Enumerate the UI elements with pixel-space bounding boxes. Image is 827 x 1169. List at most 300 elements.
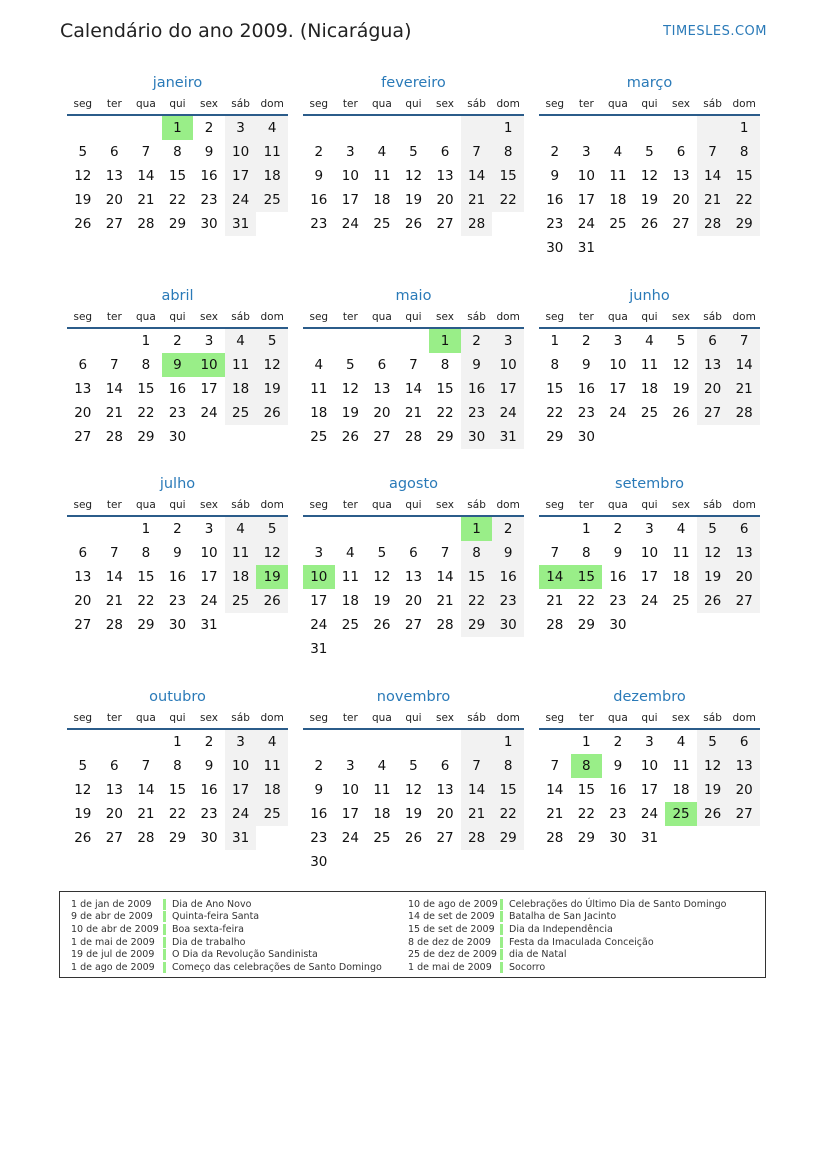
day-cell: 8	[571, 754, 603, 778]
day-cell: 22	[577, 593, 595, 609]
day-cell: 11	[225, 353, 257, 377]
day-cell: 22	[492, 188, 524, 212]
empty-day-cell	[335, 637, 367, 661]
day-cell: 30	[168, 617, 187, 633]
day-cell: 14	[546, 782, 564, 798]
day-cell: 26	[697, 589, 729, 613]
day-cell: 14	[697, 164, 729, 188]
day-cell: 22	[546, 405, 564, 421]
weekday-label: ter	[342, 311, 358, 323]
day-cell: 23	[546, 216, 564, 232]
day-cell: 30	[609, 617, 627, 633]
day-cell: 11	[225, 541, 257, 565]
day-cell: 4	[377, 144, 387, 160]
month-fevereiro	[303, 72, 524, 236]
day-cell: 12	[74, 168, 92, 184]
weekday-label: dom	[732, 311, 756, 323]
weekday-label: dom	[260, 712, 284, 724]
day-cell: 27	[728, 802, 760, 826]
month-name: junho	[629, 288, 670, 304]
empty-day-cell	[492, 212, 524, 236]
legend-color-bar	[500, 949, 503, 960]
day-cell: 19	[697, 778, 729, 802]
day-cell: 7	[110, 545, 119, 561]
weekday-label: sáb	[703, 311, 722, 323]
empty-day-cell	[366, 850, 398, 874]
legend-date: 1 de mai de 2009	[71, 936, 155, 948]
day-cell: 16	[310, 192, 328, 208]
day-cell: 22	[461, 589, 493, 613]
day-cell: 8	[582, 545, 591, 561]
day-cell: 13	[404, 569, 423, 585]
day-cell: 27	[373, 429, 391, 445]
month-name: setembro	[615, 476, 684, 492]
day-cell: 7	[461, 754, 493, 778]
day-cell: 20	[105, 192, 123, 208]
day-cell: 21	[461, 188, 493, 212]
day-cell: 25	[225, 401, 257, 425]
month-name: julho	[159, 476, 196, 492]
month-julho	[67, 473, 288, 637]
day-cell: 8	[461, 541, 493, 565]
empty-day-cell	[461, 730, 493, 754]
weekday-label: qui	[169, 98, 186, 110]
legend-date: 1 de jan de 2009	[71, 898, 152, 910]
day-cell: 23	[310, 830, 328, 846]
day-cell: 21	[728, 377, 760, 401]
day-cell: 7	[550, 545, 560, 561]
empty-day-cell	[665, 236, 697, 260]
empty-day-cell	[67, 329, 99, 353]
day-cell: 20	[373, 405, 391, 421]
empty-day-cell	[571, 116, 603, 140]
day-cell: 18	[672, 782, 690, 798]
legend-row	[71, 936, 382, 949]
empty-day-cell	[303, 329, 335, 353]
empty-day-cell	[492, 637, 524, 661]
brand-link[interactable]: TIMESLES.COM	[663, 24, 767, 39]
legend-date: 25 de dez de 2009	[408, 949, 497, 961]
day-cell: 22	[168, 806, 187, 822]
day-cell: 18	[225, 565, 257, 589]
weekday-header	[303, 708, 524, 730]
day-cell: 20	[672, 192, 690, 208]
day-grid	[67, 329, 288, 449]
day-cell: 27	[74, 429, 92, 445]
day-cell: 10	[640, 545, 659, 561]
empty-day-cell	[67, 116, 99, 140]
empty-day-cell	[429, 637, 461, 661]
day-cell: 25	[373, 216, 391, 232]
day-cell: 29	[577, 617, 595, 633]
day-cell: 9	[204, 758, 214, 774]
legend-date: 1 de mai de 2009	[408, 961, 492, 973]
day-cell: 12	[373, 569, 391, 585]
day-cell: 19	[256, 377, 288, 401]
weekday-label: sáb	[231, 311, 250, 323]
month-janeiro	[67, 72, 288, 236]
day-cell: 10	[577, 168, 595, 184]
weekday-label: dom	[732, 712, 756, 724]
day-cell: 17	[225, 778, 257, 802]
day-cell: 27	[105, 216, 123, 232]
legend-holiday-name: Dia de trabalho	[172, 936, 246, 948]
day-cell: 10	[193, 353, 225, 377]
day-cell: 1	[582, 734, 591, 750]
day-cell: 4	[314, 357, 324, 373]
day-cell: 9	[204, 144, 214, 160]
day-cell: 4	[225, 329, 257, 353]
empty-day-cell	[366, 517, 398, 541]
day-cell: 21	[404, 405, 423, 421]
empty-day-cell	[728, 826, 760, 850]
empty-day-cell	[429, 730, 461, 754]
weekday-label: ter	[342, 712, 358, 724]
weekday-header	[67, 307, 288, 329]
day-grid	[67, 517, 288, 637]
day-cell: 5	[697, 517, 729, 541]
day-cell: 25	[640, 405, 659, 421]
day-cell: 18	[341, 593, 359, 609]
day-cell: 29	[728, 212, 760, 236]
day-cell: 30	[609, 830, 627, 846]
day-cell: 2	[613, 734, 623, 750]
day-cell: 22	[137, 593, 155, 609]
day-cell: 3	[645, 521, 654, 537]
weekday-label: seg	[73, 98, 93, 110]
day-cell: 14	[539, 565, 571, 589]
month-agosto	[303, 473, 524, 661]
page-title: Calendário do ano 2009. (Nicarágua)	[60, 20, 412, 42]
day-cell: 21	[105, 593, 123, 609]
legend-date: 14 de set de 2009	[408, 911, 495, 923]
day-cell: 3	[204, 521, 214, 537]
day-cell: 7	[141, 144, 151, 160]
weekday-label: dom	[496, 98, 520, 110]
day-cell: 30	[546, 240, 564, 256]
empty-day-cell	[728, 613, 760, 637]
day-cell: 31	[577, 240, 595, 256]
day-cell: 27	[697, 401, 729, 425]
day-cell: 7	[461, 140, 493, 164]
day-cell: 29	[492, 826, 524, 850]
day-cell: 10	[303, 565, 335, 589]
day-cell: 9	[162, 353, 194, 377]
day-cell: 18	[640, 381, 659, 397]
weekday-header	[539, 708, 760, 730]
day-cell: 2	[550, 144, 560, 160]
day-cell: 26	[341, 429, 359, 445]
weekday-header	[303, 495, 524, 517]
legend-color-bar	[500, 911, 503, 922]
day-cell: 6	[676, 144, 686, 160]
day-cell: 13	[436, 168, 454, 184]
weekday-header	[539, 94, 760, 116]
day-cell: 30	[492, 613, 524, 637]
empty-day-cell	[461, 850, 493, 874]
day-cell: 26	[404, 830, 423, 846]
day-cell: 25	[672, 593, 690, 609]
day-cell: 13	[672, 168, 690, 184]
day-cell: 3	[346, 758, 355, 774]
weekday-label: qui	[405, 98, 422, 110]
empty-day-cell	[697, 116, 729, 140]
day-cell: 28	[436, 617, 454, 633]
day-cell: 3	[645, 734, 654, 750]
month-name: fevereiro	[381, 75, 446, 91]
day-cell: 8	[550, 357, 560, 373]
day-cell: 14	[105, 569, 123, 585]
day-cell: 15	[436, 381, 454, 397]
day-cell: 19	[74, 806, 92, 822]
day-cell: 2	[204, 120, 214, 136]
day-cell: 6	[440, 144, 450, 160]
day-cell: 3	[613, 333, 623, 349]
day-cell: 1	[141, 333, 151, 349]
empty-day-cell	[366, 329, 398, 353]
day-cell: 26	[256, 401, 288, 425]
day-cell: 5	[377, 545, 387, 561]
weekday-label: sex	[200, 712, 219, 724]
empty-day-cell	[303, 517, 335, 541]
day-cell: 3	[314, 545, 324, 561]
day-cell: 15	[137, 569, 155, 585]
day-cell: 29	[137, 617, 155, 633]
weekday-label: seg	[545, 98, 565, 110]
day-grid	[67, 730, 288, 850]
day-cell: 28	[461, 212, 493, 236]
empty-day-cell	[697, 826, 729, 850]
empty-day-cell	[728, 236, 760, 260]
day-cell: 12	[672, 357, 690, 373]
day-grid	[303, 329, 524, 449]
empty-day-cell	[256, 826, 288, 850]
weekday-label: ter	[106, 311, 122, 323]
day-cell: 31	[492, 425, 524, 449]
weekday-label: seg	[73, 311, 93, 323]
legend-date: 1 de ago de 2009	[71, 961, 155, 973]
day-cell: 25	[256, 188, 288, 212]
weekday-label: sáb	[467, 311, 486, 323]
day-cell: 5	[346, 357, 355, 373]
empty-day-cell	[398, 730, 430, 754]
day-cell: 8	[492, 754, 524, 778]
day-cell: 7	[728, 329, 760, 353]
day-cell: 10	[225, 754, 257, 778]
day-cell: 11	[341, 569, 359, 585]
day-cell: 18	[373, 806, 391, 822]
day-cell: 18	[256, 778, 288, 802]
day-cell: 23	[609, 593, 627, 609]
day-cell: 11	[672, 758, 690, 774]
day-cell: 12	[697, 754, 729, 778]
day-cell: 24	[640, 593, 659, 609]
day-cell: 30	[577, 429, 595, 445]
empty-day-cell	[398, 517, 430, 541]
day-cell: 19	[373, 593, 391, 609]
day-cell: 27	[436, 216, 454, 232]
day-cell: 5	[676, 333, 686, 349]
day-cell: 11	[609, 168, 627, 184]
day-cell: 14	[436, 569, 454, 585]
legend-color-bar	[500, 962, 503, 973]
day-cell: 4	[377, 758, 387, 774]
empty-day-cell	[303, 116, 335, 140]
day-cell: 13	[697, 353, 729, 377]
day-cell: 1	[550, 333, 560, 349]
day-cell: 9	[173, 545, 182, 561]
day-cell: 7	[697, 140, 729, 164]
weekday-label: qua	[136, 499, 156, 511]
month-março	[539, 72, 760, 260]
day-cell: 22	[137, 405, 155, 421]
holiday-legend	[59, 891, 766, 978]
day-cell: 12	[404, 168, 423, 184]
day-cell: 17	[310, 593, 328, 609]
month-name: maio	[395, 288, 432, 304]
month-name: abril	[161, 288, 194, 304]
weekday-label: qui	[405, 712, 422, 724]
empty-day-cell	[256, 613, 288, 637]
day-cell: 17	[200, 569, 218, 585]
legend-holiday-name: Dia de Ano Novo	[172, 898, 252, 910]
weekday-header	[539, 495, 760, 517]
weekday-label: seg	[309, 712, 329, 724]
day-cell: 31	[310, 641, 328, 657]
day-cell: 14	[105, 381, 123, 397]
day-cell: 4	[613, 144, 623, 160]
weekday-header	[303, 307, 524, 329]
day-cell: 26	[256, 589, 288, 613]
day-cell: 22	[728, 188, 760, 212]
day-cell: 19	[672, 381, 690, 397]
day-cell: 5	[256, 517, 288, 541]
empty-day-cell	[398, 850, 430, 874]
weekday-label: dom	[732, 499, 756, 511]
day-cell: 28	[137, 216, 155, 232]
weekday-label: qui	[641, 311, 658, 323]
empty-day-cell	[634, 613, 666, 637]
weekday-label: sex	[200, 499, 219, 511]
legend-color-bar	[163, 937, 166, 948]
day-cell: 22	[577, 806, 595, 822]
weekday-label: sáb	[231, 712, 250, 724]
day-cell: 24	[225, 188, 257, 212]
day-cell: 6	[110, 758, 119, 774]
empty-day-cell	[429, 850, 461, 874]
weekday-label: dom	[732, 98, 756, 110]
day-cell: 29	[168, 830, 187, 846]
day-cell: 28	[728, 401, 760, 425]
month-abril	[67, 285, 288, 449]
day-cell: 20	[404, 593, 423, 609]
day-cell: 3	[225, 116, 257, 140]
day-cell: 5	[409, 758, 418, 774]
month-outubro	[67, 686, 288, 850]
day-cell: 30	[461, 425, 493, 449]
day-cell: 16	[546, 192, 564, 208]
day-cell: 31	[200, 617, 218, 633]
legend-holiday-name: Batalha de San Jacinto	[509, 911, 617, 923]
day-cell: 26	[74, 830, 92, 846]
weekday-label: sex	[200, 311, 219, 323]
day-cell: 5	[409, 144, 418, 160]
day-cell: 31	[225, 212, 257, 236]
day-cell: 16	[492, 565, 524, 589]
day-cell: 17	[341, 806, 359, 822]
month-name: outubro	[149, 689, 206, 705]
legend-date: 9 de abr de 2009	[71, 911, 153, 923]
day-cell: 9	[613, 545, 623, 561]
day-cell: 10	[200, 545, 218, 561]
day-cell: 8	[728, 140, 760, 164]
legend-holiday-name: Socorro	[509, 961, 546, 973]
empty-day-cell	[398, 116, 430, 140]
empty-day-cell	[99, 730, 131, 754]
day-cell: 9	[613, 758, 623, 774]
day-cell: 11	[310, 381, 328, 397]
weekday-label: seg	[309, 98, 329, 110]
weekday-label: ter	[578, 712, 594, 724]
empty-day-cell	[697, 236, 729, 260]
weekday-label: qui	[169, 712, 186, 724]
day-cell: 25	[225, 589, 257, 613]
month-name: janeiro	[152, 75, 203, 91]
day-cell: 29	[436, 429, 454, 445]
day-cell: 3	[225, 730, 257, 754]
day-cell: 25	[373, 830, 391, 846]
day-grid	[539, 329, 760, 449]
day-cell: 23	[168, 405, 187, 421]
day-cell: 19	[697, 565, 729, 589]
day-cell: 15	[461, 565, 493, 589]
day-cell: 7	[409, 357, 418, 373]
day-cell: 20	[436, 192, 454, 208]
empty-day-cell	[366, 637, 398, 661]
day-cell: 16	[200, 168, 218, 184]
empty-day-cell	[539, 116, 571, 140]
weekday-label: qua	[136, 311, 156, 323]
weekday-label: seg	[73, 499, 93, 511]
weekday-label: qui	[641, 499, 658, 511]
day-cell: 10	[341, 782, 359, 798]
weekday-label: sex	[436, 712, 455, 724]
day-cell: 23	[200, 192, 218, 208]
day-cell: 8	[173, 758, 182, 774]
day-cell: 24	[492, 401, 524, 425]
weekday-label: sex	[672, 98, 691, 110]
day-cell: 11	[256, 754, 288, 778]
empty-day-cell	[256, 425, 288, 449]
weekday-label: qua	[608, 311, 628, 323]
day-cell: 27	[404, 617, 423, 633]
weekday-label: sex	[436, 499, 455, 511]
day-cell: 4	[225, 517, 257, 541]
day-cell: 9	[461, 353, 493, 377]
month-name: novembro	[376, 689, 451, 705]
day-cell: 13	[373, 381, 391, 397]
weekday-label: dom	[260, 499, 284, 511]
day-cell: 17	[609, 381, 627, 397]
day-grid	[539, 730, 760, 850]
empty-day-cell	[335, 329, 367, 353]
day-cell: 18	[310, 405, 328, 421]
day-cell: 28	[105, 617, 123, 633]
empty-day-cell	[335, 116, 367, 140]
day-cell: 1	[582, 521, 591, 537]
empty-day-cell	[130, 116, 162, 140]
day-grid	[539, 116, 760, 260]
